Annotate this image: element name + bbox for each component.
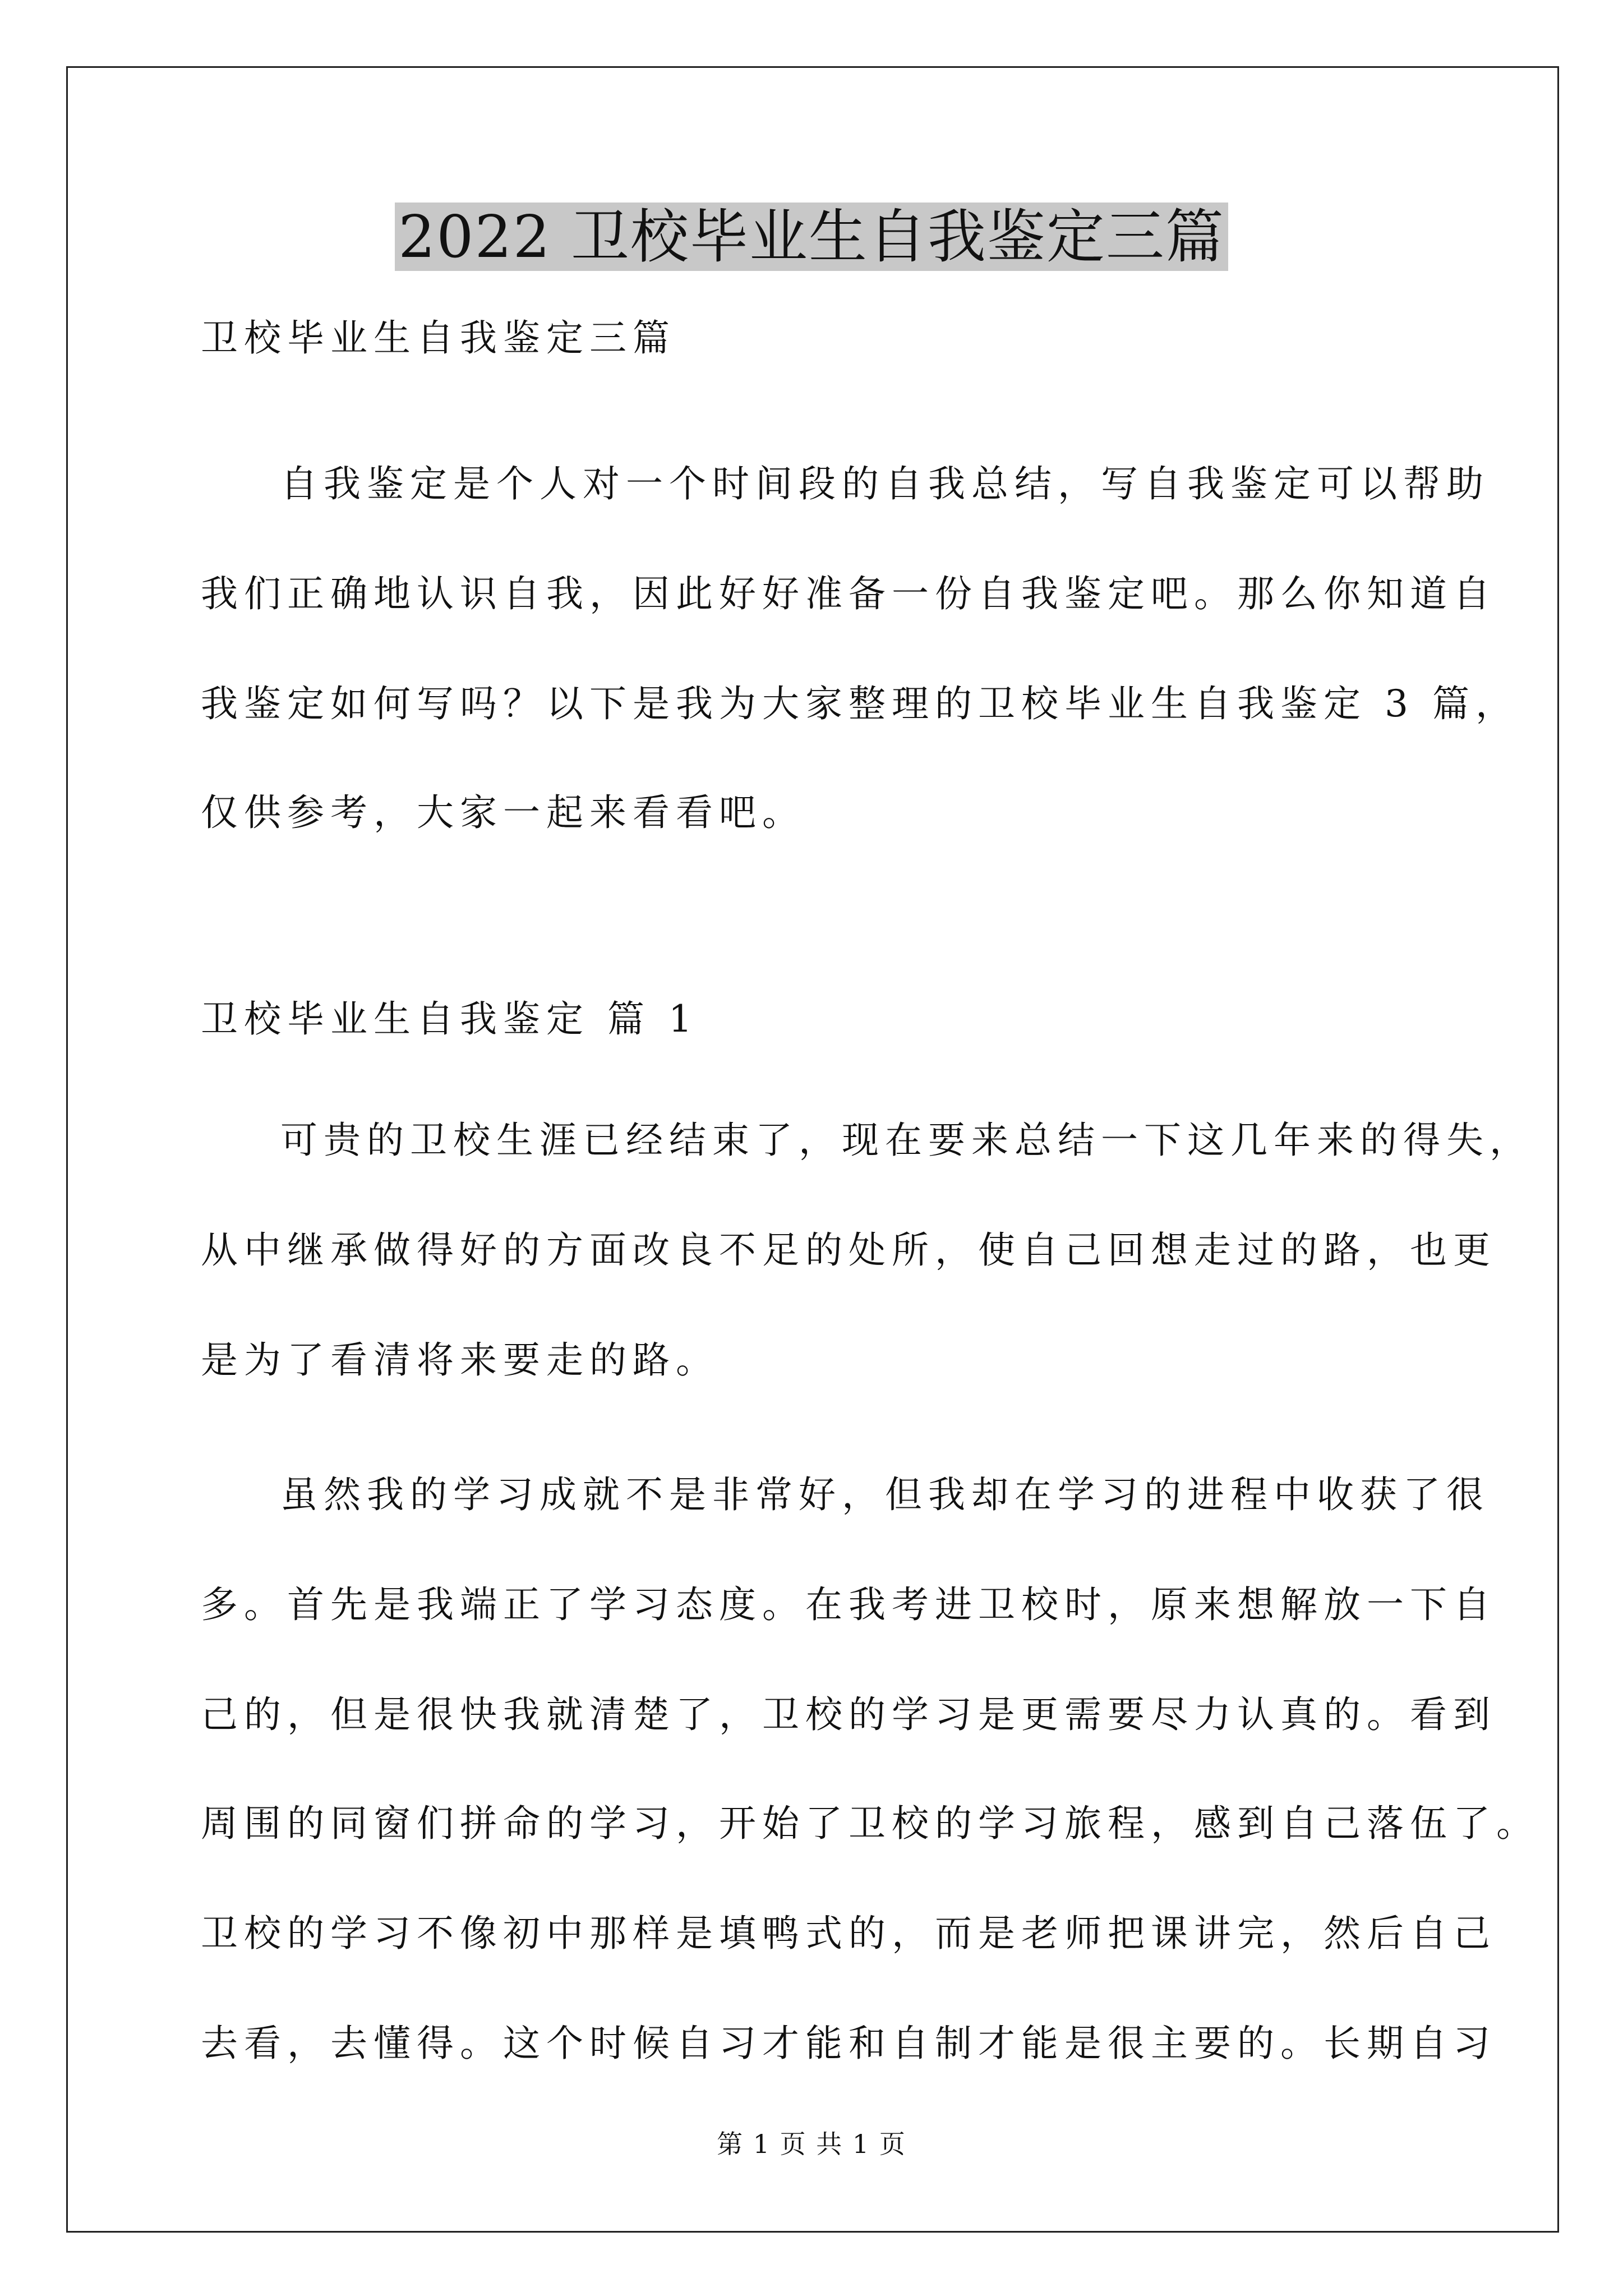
page-footer: 第 1 页 共 1 页	[717, 2129, 906, 2159]
section-heading: 卫校毕业生自我鉴定 篇 1	[201, 997, 698, 1041]
paragraph-line: 是为了看清将来要走的路。	[201, 1338, 719, 1382]
intro-line: 我们正确地认识自我，因此好好准备一份自我鉴定吧。那么你知道自	[201, 572, 1496, 615]
intro-line: 自我鉴定是个人对一个时间段的自我总结，写自我鉴定可以帮助	[280, 462, 1490, 505]
paragraph-line: 去看，去懂得。这个时候自习才能和自制才能是很主要的。长期自习	[201, 2022, 1496, 2065]
paragraph-line: 虽然我的学习成就不是非常好，但我却在学习的进程中收获了很	[280, 1473, 1490, 1516]
paragraph-line: 多。首先是我端正了学习态度。在我考进卫校时，原来想解放一下自	[201, 1583, 1496, 1626]
paragraph-line: 从中继承做得好的方面改良不足的处所，使自己回想走过的路，也更	[201, 1228, 1496, 1272]
document-title	[0, 197, 1623, 276]
document-title-text: 2022 卫校毕业生自我鉴定三篇	[395, 203, 1228, 271]
document-subtitle: 卫校毕业生自我鉴定三篇	[201, 316, 676, 360]
intro-line: 仅供参考，大家一起来看看吧。	[201, 791, 805, 834]
intro-line: 我鉴定如何写吗？以下是我为大家整理的卫校毕业生自我鉴定 3 篇，	[201, 682, 1519, 725]
paragraph-line: 可贵的卫校生涯已经结束了，现在要来总结一下这几年来的得失，	[280, 1119, 1533, 1162]
paragraph-line: 己的，但是很快我就清楚了，卫校的学习是更需要尽力认真的。看到	[201, 1693, 1496, 1736]
paragraph-line: 卫校的学习不像初中那样是填鸭式的，而是老师把课讲完，然后自己	[201, 1912, 1496, 1955]
paragraph-line: 周围的同窗们拼命的学习，开始了卫校的学习旅程，感到自己落伍了。	[201, 1802, 1539, 1845]
